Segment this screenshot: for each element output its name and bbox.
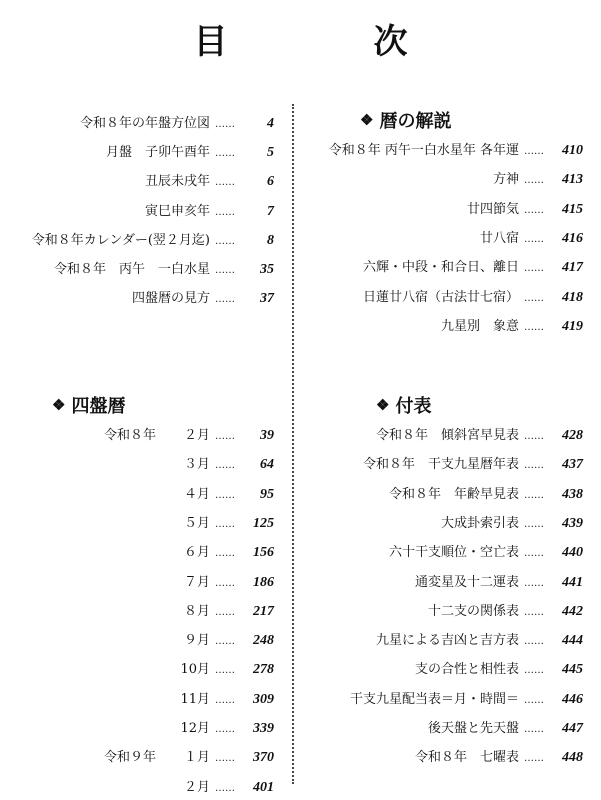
- toc-entry-page: 419: [562, 318, 583, 334]
- month-entry-month: ２月: [183, 428, 210, 443]
- toc-entry-page: 437: [562, 457, 583, 473]
- toc-entry[interactable]: [305, 168, 583, 188]
- toc-entry-dots: ……: [524, 431, 544, 442]
- toc-entry[interactable]: [6, 112, 274, 132]
- month-entry[interactable]: [104, 688, 274, 708]
- toc-entry-label: 方神: [492, 172, 519, 188]
- month-entry-page: 309: [253, 691, 274, 707]
- toc-entry-label: 廿八宿: [479, 230, 519, 246]
- section-koyomi: [360, 107, 451, 133]
- month-entry-page: 339: [253, 721, 274, 736]
- month-entry-month: ２月: [183, 779, 210, 795]
- toc-entry-dots: ……: [215, 265, 235, 276]
- toc-entry[interactable]: [305, 315, 583, 335]
- toc-entry-label: 干支九星配当表＝月・時間＝: [349, 691, 519, 707]
- month-entry[interactable]: [104, 629, 274, 649]
- month-entry-month: ６月: [183, 545, 210, 561]
- toc-entry-dots: ……: [524, 636, 544, 648]
- month-entry-page: 186: [253, 574, 274, 590]
- toc-entry[interactable]: [305, 286, 583, 306]
- toc-entry-page: 7: [267, 203, 274, 219]
- toc-entry-page: 418: [562, 289, 583, 305]
- toc-entry[interactable]: [6, 229, 274, 249]
- month-entry[interactable]: [104, 541, 274, 561]
- toc-entry-dots: ……: [524, 204, 544, 216]
- toc-entry-dots: ……: [215, 235, 235, 247]
- toc-entry[interactable]: [6, 141, 274, 161]
- month-entry-month: １月: [183, 750, 210, 766]
- section-yonban-label: 四盤暦: [71, 396, 126, 417]
- section-fuhyo-label: 付表: [395, 396, 432, 417]
- month-entry-page: 370: [253, 750, 274, 766]
- toc-entry-dots: ……: [524, 321, 544, 333]
- toc-entry[interactable]: [6, 170, 274, 190]
- toc-entry-page: 448: [562, 750, 583, 766]
- toc-entry-dots: ……: [524, 577, 544, 589]
- toc-entry-dots: ……: [524, 175, 544, 187]
- month-entry-dots: ……: [215, 431, 235, 442]
- month-entry[interactable]: [104, 717, 274, 737]
- toc-entry-dots: ……: [215, 119, 235, 130]
- toc-entry-dots: ……: [524, 489, 544, 501]
- toc-entry-page: 447: [562, 721, 583, 736]
- toc-entry[interactable]: [305, 629, 583, 649]
- toc-entry[interactable]: [6, 258, 274, 278]
- month-entry[interactable]: [104, 512, 274, 532]
- toc-entry-label: 月盤 子卯午酉年: [105, 145, 210, 161]
- toc-entry-dots: ……: [215, 294, 235, 306]
- month-entry[interactable]: [104, 453, 274, 473]
- toc-entry-page: 438: [562, 486, 583, 502]
- toc-entry-page: 440: [562, 545, 583, 561]
- section-koyomi-label: 暦の解説: [379, 111, 452, 132]
- month-entry-month: 10月: [180, 662, 210, 678]
- month-entry[interactable]: [104, 776, 274, 796]
- toc-entry[interactable]: [305, 746, 583, 766]
- toc-entry-label: 六輝・中段・和合日、離日: [362, 260, 519, 276]
- toc-entry-label: 令和８年 七曜表: [414, 750, 519, 766]
- month-entry[interactable]: [104, 424, 274, 444]
- toc-entry[interactable]: [305, 453, 583, 473]
- toc-entry-page: 5: [267, 145, 274, 161]
- toc-entry[interactable]: [305, 600, 583, 620]
- toc-entry-dots: ……: [524, 724, 544, 735]
- toc-entry-dots: ……: [215, 148, 235, 160]
- toc-entry-label: 令和８年 傾斜宮早見表: [375, 428, 519, 443]
- toc-entry-dots: ……: [524, 460, 544, 472]
- toc-entry[interactable]: [305, 424, 583, 444]
- toc-entry-page: 410: [562, 143, 583, 158]
- month-entry-page: 401: [253, 779, 274, 795]
- toc-entry-dots: ……: [524, 694, 544, 706]
- month-entry-dots: ……: [215, 636, 235, 648]
- month-entry[interactable]: [104, 571, 274, 591]
- toc-entry[interactable]: [305, 256, 583, 276]
- month-entry-month: ９月: [183, 633, 210, 649]
- month-entry-dots: ……: [215, 753, 235, 765]
- toc-entry-page: 416: [562, 230, 583, 246]
- diamond-icon: ❖: [52, 396, 66, 414]
- diamond-icon: ❖: [360, 111, 374, 129]
- toc-entry-page: 417: [562, 260, 583, 276]
- toc-entry-page: 35: [260, 262, 274, 277]
- toc-entry-label: 日蓮廿八宿（古法廿七宿）: [362, 289, 519, 305]
- toc-entry-label: 令和８年の年盤方位図: [79, 116, 210, 131]
- month-entry-dots: ……: [215, 694, 235, 706]
- month-entry-month: ４月: [183, 486, 210, 502]
- toc-entry[interactable]: [305, 198, 583, 218]
- page-title: 目 次: [193, 22, 464, 62]
- toc-entry[interactable]: [305, 658, 583, 678]
- toc-entry-label: 九星による吉凶と吉方表: [375, 633, 519, 649]
- toc-entry-label: 令和８年 干支九星暦年表: [362, 457, 519, 473]
- toc-entry-label: 四盤暦の見方: [131, 291, 210, 307]
- toc-entry-page: 4: [267, 116, 274, 131]
- month-entry-month: ３月: [183, 457, 210, 473]
- toc-entry-dots: ……: [524, 753, 544, 765]
- toc-entry-page: 428: [562, 428, 583, 443]
- toc-entry-dots: ……: [524, 606, 544, 618]
- toc-entry-dots: ……: [524, 263, 544, 275]
- month-entry-page: 217: [253, 603, 274, 619]
- toc-entry-dots: ……: [524, 548, 544, 560]
- toc-entry-page: 439: [562, 515, 583, 531]
- toc-entry[interactable]: [305, 227, 583, 247]
- month-entry-month: ８月: [183, 603, 210, 619]
- month-entry-month: ７月: [183, 574, 210, 590]
- toc-entry[interactable]: [305, 512, 583, 532]
- toc-entry-label: 支の合性と相性表: [414, 662, 519, 678]
- month-entry[interactable]: [104, 746, 274, 766]
- toc-entry-dots: ……: [215, 206, 235, 218]
- toc-entry-label: 令和８年カレンダー(翌２月迄): [31, 232, 210, 248]
- toc-entry-dots: ……: [524, 518, 544, 530]
- month-entry-page: 125: [253, 515, 274, 531]
- toc-entry-page: 445: [562, 662, 583, 678]
- month-entry-year: 令和８年: [104, 428, 157, 443]
- month-entry[interactable]: [104, 600, 274, 620]
- toc-entry-page: 37: [260, 291, 274, 307]
- section-yonban: [52, 392, 125, 418]
- month-entry-month: 12月: [180, 721, 210, 736]
- toc-entry-label: 令和８年 年齢早見表: [388, 486, 519, 502]
- toc-entry-dots: ……: [524, 146, 544, 157]
- toc-entry-page: 442: [562, 603, 583, 619]
- toc-entry-label: 後天盤と先天盤: [427, 721, 519, 736]
- toc-entry[interactable]: [305, 541, 583, 561]
- toc-entry[interactable]: [305, 483, 583, 503]
- toc-entry-dots: ……: [524, 665, 544, 677]
- toc-entry-label: 寅巳申亥年: [144, 203, 210, 219]
- toc-entry-page: 415: [562, 201, 583, 217]
- month-entry-page: 248: [253, 633, 274, 649]
- toc-entry-dots: ……: [524, 292, 544, 304]
- month-entry-page: 156: [253, 545, 274, 561]
- toc-entry-page: 6: [267, 174, 274, 190]
- month-entry-page: 278: [253, 662, 274, 678]
- toc-entry-label: 十二支の関係表: [427, 603, 519, 619]
- toc-entry-dots: ……: [524, 233, 544, 245]
- month-entry-year: 令和９年: [104, 750, 157, 766]
- diamond-icon: ❖: [376, 396, 390, 414]
- toc-entry-label: 令和８年 丙午 一白水星: [53, 262, 210, 277]
- month-entry-dots: ……: [215, 548, 235, 560]
- toc-entry[interactable]: [305, 688, 583, 708]
- toc-entry-label: 丑辰未戌年: [144, 174, 210, 190]
- toc-entry[interactable]: [6, 287, 274, 307]
- toc-entry-label: 令和８年 丙午一白水星年 各年運: [328, 143, 519, 158]
- month-entry-page: 39: [260, 428, 274, 443]
- toc-entry-label: 廿四節気: [466, 201, 519, 217]
- toc-entry-label: 通変星及十二運表: [414, 574, 519, 590]
- month-entry-dots: ……: [215, 724, 235, 735]
- month-entry-dots: ……: [215, 782, 235, 794]
- month-entry-month: 11月: [180, 691, 210, 707]
- toc-entry-page: 8: [267, 232, 274, 248]
- toc-entry[interactable]: [305, 139, 583, 159]
- toc-entry-label: 九星別 象意: [440, 318, 519, 334]
- toc-entry[interactable]: [6, 200, 274, 220]
- month-entry-page: 95: [260, 486, 274, 502]
- month-entry[interactable]: [104, 483, 274, 503]
- toc-entry-page: 444: [562, 633, 583, 649]
- month-entry-dots: ……: [215, 577, 235, 589]
- month-entry-dots: ……: [215, 665, 235, 677]
- toc-entry-label: 六十干支順位・空亡表: [388, 545, 519, 561]
- toc-entry-dots: ……: [215, 177, 235, 189]
- toc-entry-page: 446: [562, 691, 583, 707]
- section-fuhyo: [376, 392, 431, 418]
- month-entry[interactable]: [104, 658, 274, 678]
- month-entry-month: ５月: [183, 515, 210, 531]
- month-entry-page: 64: [260, 457, 274, 473]
- month-entry-dots: ……: [215, 460, 235, 472]
- toc-entry[interactable]: [305, 571, 583, 591]
- toc-entry-page: 441: [562, 574, 583, 590]
- toc-entry[interactable]: [305, 717, 583, 737]
- month-entry-dots: ……: [215, 518, 235, 530]
- month-entry-dots: ……: [215, 606, 235, 618]
- column-divider: [292, 104, 294, 784]
- toc-entry-label: 大成卦索引表: [440, 515, 519, 531]
- month-entry-dots: ……: [215, 489, 235, 501]
- toc-entry-page: 413: [562, 172, 583, 188]
